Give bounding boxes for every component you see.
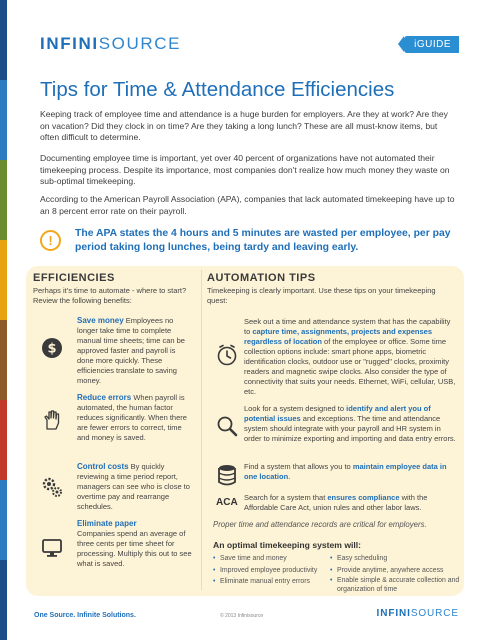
stripe-segment (0, 400, 7, 480)
efficiency-body: By quickly reviewing a time period report, managers can see who is close to overtime pay and rearrange schedules. (77, 462, 190, 511)
page-title: Tips for Time & Attendance Efficiencies (40, 78, 395, 101)
system-benefits-right (330, 553, 460, 594)
list-item: • Eliminate manual entry errors (213, 576, 328, 588)
stripe-segment (0, 160, 7, 240)
tip-highlight: capture time, assignments, projects and expenses regardless of location (244, 327, 432, 346)
efficiency-title: Eliminate paper (77, 519, 137, 528)
aca-label: ACA (216, 497, 238, 508)
records-note: Proper time and attendance records are critical for employers. (213, 520, 427, 529)
efficiency-title: Save money (77, 316, 124, 325)
tip-identify-issues (244, 404, 456, 444)
tip-capture-time (244, 317, 456, 397)
svg-text:$: $ (47, 341, 57, 357)
dollar-icon (40, 336, 64, 360)
logo-strong-text: INFINI (40, 34, 99, 53)
stripe-segment (0, 480, 7, 560)
efficiencies-heading: EFFICIENCIES (33, 272, 115, 284)
list-item: • Improved employee productivity (213, 565, 328, 577)
stripe-segment (0, 240, 7, 320)
tip-highlight: ensures compliance (327, 493, 400, 502)
stripe-segment (0, 80, 7, 160)
column-divider (201, 270, 202, 590)
efficiency-title: Reduce errors (77, 393, 132, 402)
tip-text: Search for a system that (244, 493, 328, 502)
efficiency-body: When payroll is automated, the human factor reduces significantly. When there are fewer errors to correct, time and money is saved. (77, 393, 187, 442)
iguide-badge: iGUIDE (404, 36, 459, 53)
automation-intro: Timekeeping is clearly important. Use these tips on your timekeeping quest: (207, 286, 436, 305)
intro-paragraph-1: Keeping track of employee time and attendance is a huge burden for employers. Are they at work? Are they on vacation? Did they clock in on time? Are they taking a long lunch? These are all must-know items, but often difficult to determine. (40, 109, 448, 143)
list-item: • Save time and money (213, 553, 328, 565)
gears-icon (40, 475, 64, 499)
tip-text: Look for a system designed to (244, 404, 347, 413)
efficiency-body: Employees no longer take time to complete manual time sheets; time can be approved faster and payroll is done more quickly. These efficiencies translate to saving money. (77, 316, 185, 385)
list-item: • Enable simple & accurate collection and organization of time (330, 576, 460, 594)
stripe-segment (0, 560, 7, 640)
tip-text: of the employee or office. Some time collection options include: smart phone apps, biometric identification clocks, outdoor use or "rugged" clocks, proximity readers and magnetic swipe clocks. Also consider the type of connectivity that suits your needs. Ethernet, WiFi, cellular, USB, etc. (244, 337, 456, 396)
color-stripe (0, 0, 7, 640)
efficiency-control-costs (77, 462, 193, 512)
tip-text: . (288, 472, 291, 481)
hand-icon (40, 408, 64, 432)
monitor-icon (40, 536, 64, 560)
footer-logo[interactable] (377, 608, 459, 619)
tip-text: Find a system that allows you to (244, 462, 353, 471)
stripe-segment (0, 320, 7, 400)
system-benefits-left (213, 553, 328, 588)
tip-text: and exceptions. The time and attendance system should integrate with your payroll and HR system in order to minimize exporting and importing and data entry errors. (244, 414, 456, 443)
automation-tips-heading: AUTOMATION TIPS (207, 272, 316, 284)
list-item: • Provide anytime, anywhere access (330, 565, 460, 577)
clock-icon (213, 341, 241, 369)
efficiencies-intro: Perhaps it's time to automate - where to start? Review the following benefits: (33, 286, 187, 305)
system-heading: An optimal timekeeping system will: (213, 540, 362, 550)
exclamation-icon: ! (40, 230, 61, 251)
intro-paragraph-2: Documenting employee time is important, yet over 40 percent of organizations have not automated their timekeeping process. Despite its importance, most companies don't realize how much money they waste on sub-optimal timekeeping. (40, 153, 450, 187)
efficiency-body: Companies spend an average of three cents per time sheet for processing. Multiply this out to see what is saved. (77, 529, 192, 568)
footer-copyright: © 2013 Infinisource (220, 613, 264, 619)
magnifier-icon (213, 412, 241, 440)
list-item: • Easy scheduling (330, 553, 460, 565)
tip-text: Seek out a time and attendance system that has the capability to (244, 317, 451, 336)
logo-strong-text: INFINI (376, 608, 411, 619)
footer-tagline: One Source. Infinite Solutions. (34, 612, 136, 619)
tip-compliance (244, 493, 456, 513)
efficiency-eliminate-paper (77, 519, 193, 569)
stripe-segment (0, 0, 7, 80)
efficiency-title: Control costs (77, 462, 129, 471)
database-icon (213, 461, 241, 489)
tip-highlight: identify and alert you of potential issues (244, 404, 431, 423)
tip-highlight: maintain employee data in one location (244, 462, 447, 481)
tip-text: with the Affordable Care Act, union rules and other labor laws. (244, 493, 428, 512)
apa-callout: The APA states the 4 hours and 5 minutes are wasted per employee, per pay period taking long lunches, being tardy and leaving early. (75, 228, 451, 253)
logo-light-text: SOURCE (410, 608, 459, 619)
logo-light-text: SOURCE (98, 34, 182, 53)
intro-paragraph-3: According to the American Payroll Association (APA), companies that lack automated timekeeping have up to an 8 percent error rate on their payroll. (40, 194, 455, 216)
efficiency-save-money (77, 316, 193, 386)
infinisource-logo[interactable] (40, 34, 181, 54)
tip-employee-data (244, 462, 456, 482)
efficiency-reduce-errors (77, 393, 193, 443)
